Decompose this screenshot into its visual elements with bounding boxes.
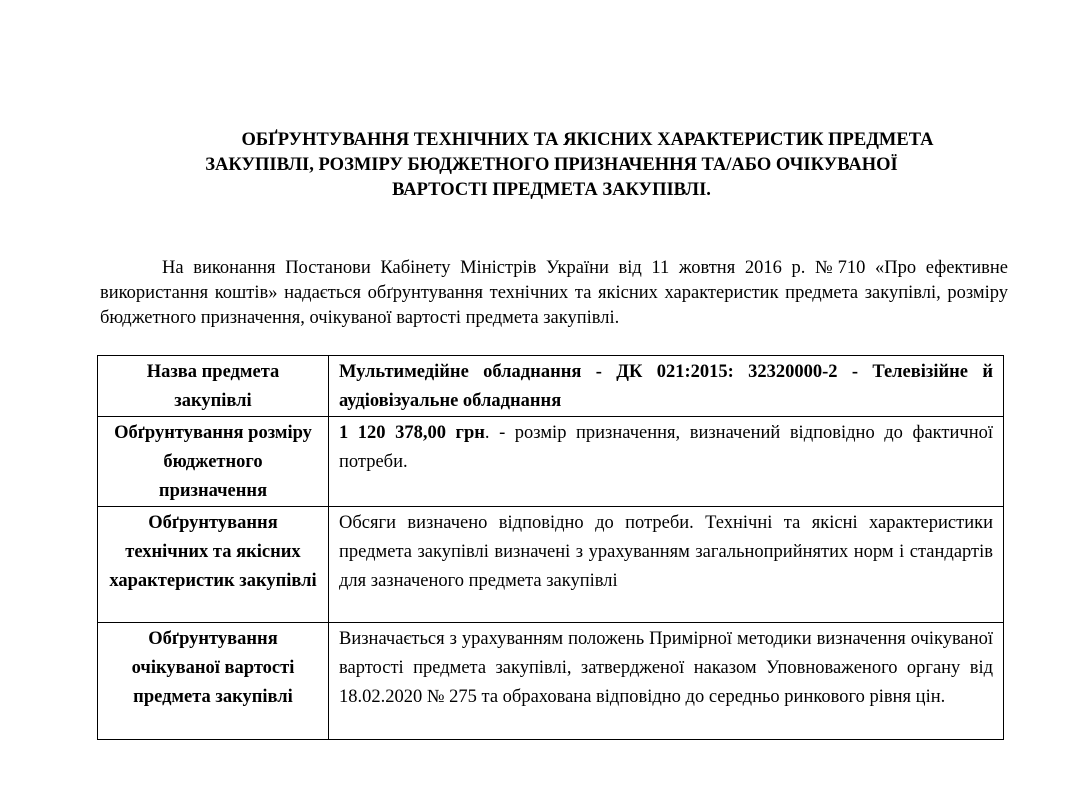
row-label-technical: Обґрунтування технічних та якісних характеристик закупівлі [98,507,329,623]
table-row [98,356,1004,417]
document-title [100,128,1003,203]
row-label-expected-cost: Обґрунтування очікуваної вартості предмета закупівлі [98,623,329,740]
row-value-subject: Мультимедійне обладнання - ДК 021:2015: 32320000-2 - Телевізійне й аудіовізуальне обладнання [329,356,1004,417]
table-row [98,417,1004,507]
row-label-budget: Обґрунтування розміру бюджетного призначення [98,417,329,507]
title-line-2: ЗАКУПІВЛІ, РОЗМІРУ БЮДЖЕТНОГО ПРИЗНАЧЕННЯ ТА/АБО ОЧІКУВАНОЇ [205,155,898,175]
title-line-3: ВАРТОСТІ ПРЕДМЕТА ЗАКУПІВЛІ. [392,180,711,200]
budget-description: . - розмір призначення, визначений відповідно до фактичної потреби. [339,423,993,472]
row-value-expected-cost: Визначається з урахуванням положень Примірної методики визначення очікуваної вартості предмета закупівлі, затвердженої наказом Уповноваженого органу від 18.02.2020 № 275 та обрахована відповідно до середньо ринкового рівня цін. [329,623,1004,740]
row-value-technical: Обсяги визначено відповідно до потреби. Технічні та якісні характеристики предмета закупівлі визначені з урахуванням загальноприйнятих норм і стандартів для зазначеного предмета закупівлі [329,507,1004,623]
title-line-1: ОБҐРУНТУВАННЯ ТЕХНІЧНИХ ТА ЯКІСНИХ ХАРАКТЕРИСТИК ПРЕДМЕТА [241,130,934,150]
row-label-subject: Назва предмета закупівлі [98,356,329,417]
row-value-budget [329,417,1004,507]
justification-table [97,355,1004,740]
table-row [98,623,1004,740]
table-row [98,507,1004,623]
intro-paragraph: На виконання Постанови Кабінету Міністрів України від 11 жовтня 2016 р. №710 «Про ефективне використання коштів» надається обґрунтування технічних та якісних характеристик предмета закупівлі, розміру бюджетного призначення, очікуваної вартості предмета закупівлі. [100,258,1008,328]
budget-amount: 1 120 378,00 грн [339,423,485,443]
